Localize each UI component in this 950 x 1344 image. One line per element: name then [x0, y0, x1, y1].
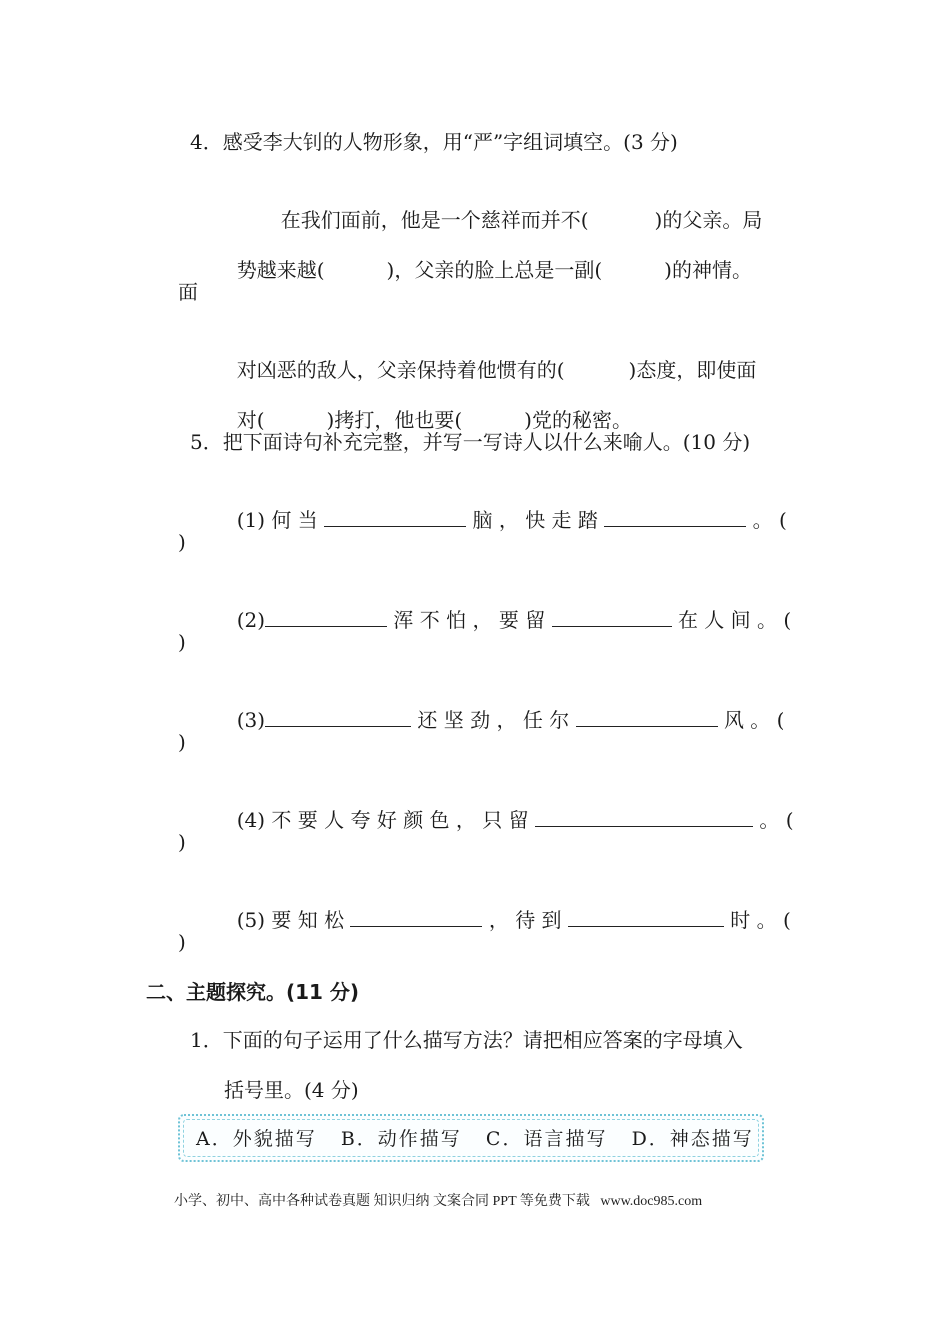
- q5-item-2: (2) 浑 不 怕 ， 要 留 在 人 间 。 (: [236, 608, 792, 632]
- section2-q1-line-1: 1．下面的句子运用了什么描写方法？请把相应答案的字母填入: [190, 1028, 743, 1052]
- q5-item2-blank-1[interactable]: [265, 606, 387, 627]
- q4-line-4: 对凶恶的敌人，父亲保持着他惯有的( )态度，即使面: [236, 358, 757, 382]
- q5-item-3: (3) 还 坚 劲 ， 任 尔 风 。 (: [236, 708, 785, 732]
- q4-line-1: 在我们面前，他是一个慈祥而并不( )的父亲。局: [280, 208, 763, 232]
- q5-item-3-close: ): [178, 730, 186, 754]
- q5-item5-blank-2[interactable]: [568, 906, 724, 927]
- q5-item3-blank-1[interactable]: [265, 706, 411, 727]
- q5-item-1-close: ): [178, 530, 186, 554]
- q5-item-4-close: ): [178, 830, 186, 854]
- q5-item-2-close: ): [178, 630, 186, 654]
- section2-title: 二、主题探究。(11 分): [146, 980, 360, 1004]
- q5-item-1: (1) 何 当 脑 ， 快 走 踏 。 (: [236, 508, 787, 532]
- q4-line-2: 势越来越( )，父亲的脸上总是一副( )的神情。: [236, 258, 752, 282]
- options-list: A．外貌描写 B．动作描写 C．语言描写 D．神态描写: [196, 1128, 754, 1150]
- q5-item1-blank-1[interactable]: [324, 506, 466, 527]
- page-footer: 小学、初中、高中各种试卷真题 知识归纳 文案合同 PPT 等免费下载 www.doc985.com: [174, 1194, 703, 1209]
- q5-item-5-close: ): [178, 930, 186, 954]
- q4-line-5: 对( )拷打，他也要( )党的秘密。: [236, 408, 632, 432]
- q5-item-5: (5) 要 知 松 ， 待 到 时 。 (: [236, 908, 791, 932]
- section2-q1-line-2: 括号里。(4 分): [224, 1078, 359, 1102]
- q5-item1-blank-2[interactable]: [604, 506, 746, 527]
- options-box: [178, 1114, 764, 1162]
- q5-item3-blank-2[interactable]: [576, 706, 718, 727]
- q5-item4-blank-1[interactable]: [535, 806, 753, 827]
- q5-header: 5．把下面诗句补充完整，并写一写诗人以什么来喻人。(10 分): [190, 430, 751, 454]
- q5-item5-blank-1[interactable]: [350, 906, 482, 927]
- q5-item-4: (4) 不 要 人 夸 好 颜 色 ， 只 留 。 (: [236, 808, 794, 832]
- q4-line-3: 面: [178, 280, 198, 304]
- q4-header: 4．感受李大钊的人物形象，用“严”字组词填空。(3 分): [190, 130, 678, 154]
- q5-item2-blank-2[interactable]: [552, 606, 672, 627]
